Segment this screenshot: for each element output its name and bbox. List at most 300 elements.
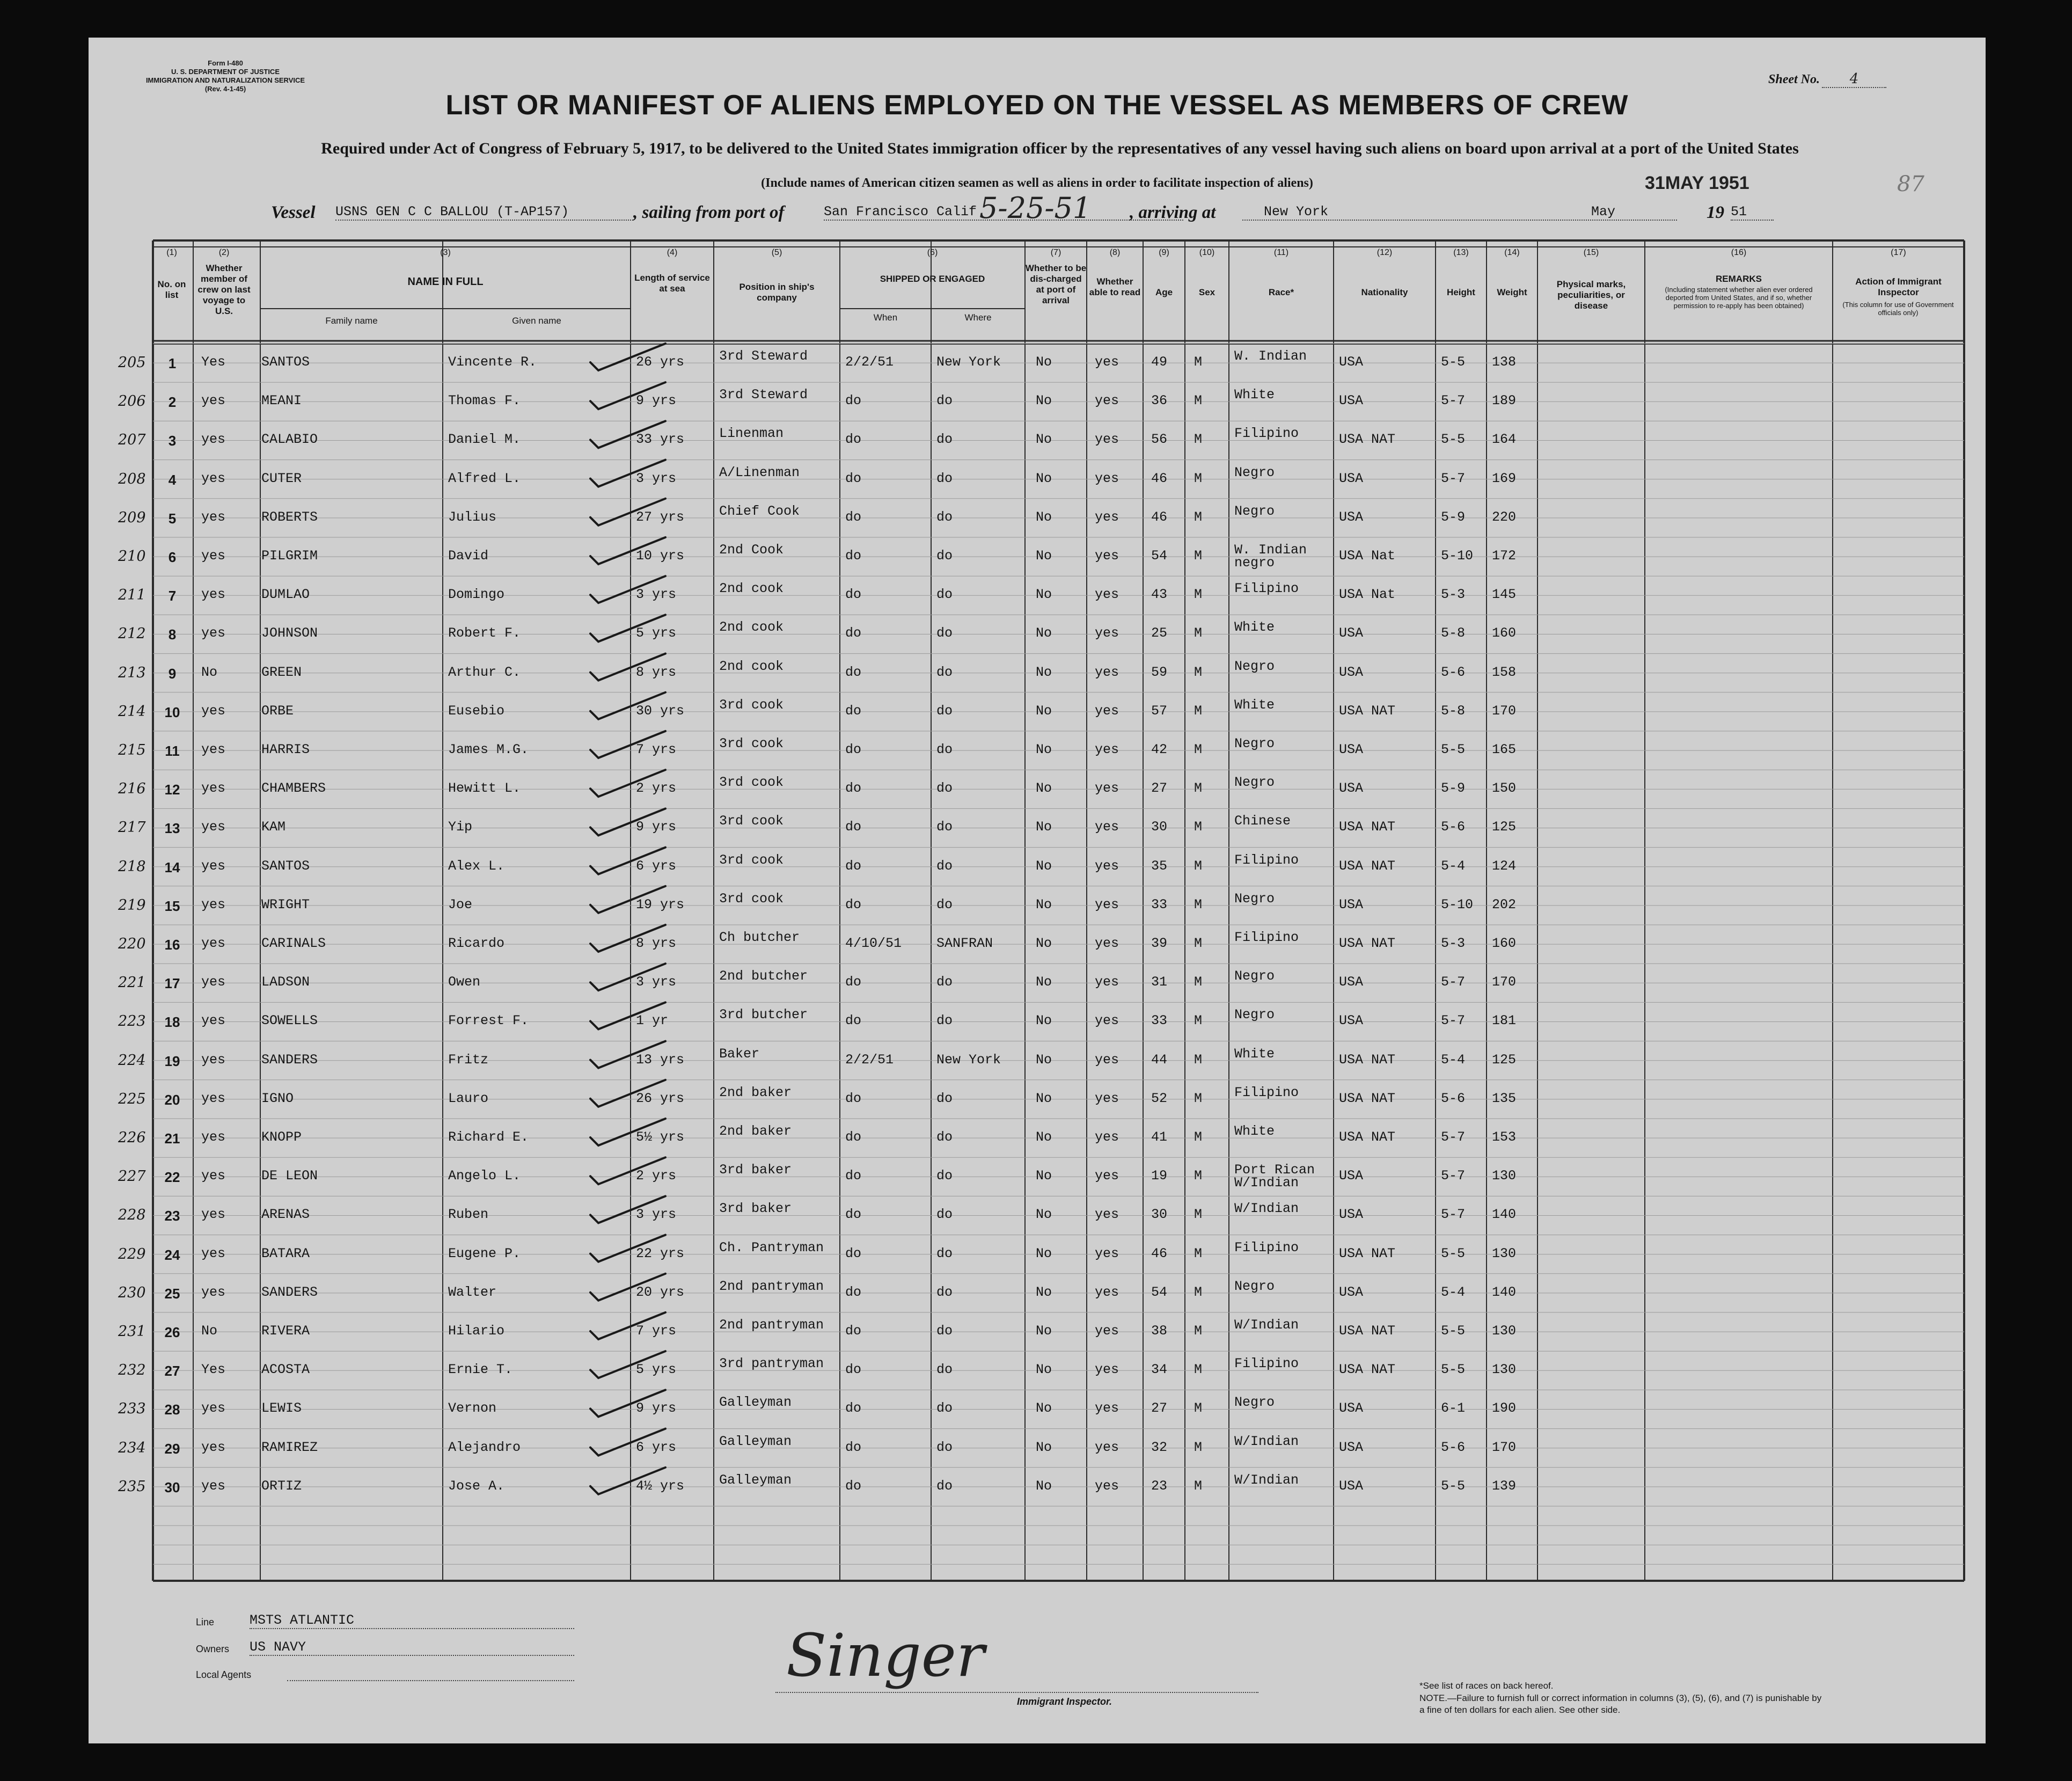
cell-last: yes (201, 742, 226, 757)
cell-weight: 164 (1492, 432, 1517, 448)
cell-height: 5-8 (1441, 625, 1466, 641)
cell-position: 3rd cook (719, 890, 784, 907)
cell-position: Galleyman (719, 1433, 792, 1449)
cell-when: do (845, 1400, 862, 1417)
row-reference-number: 235 (118, 1478, 146, 1495)
cell-family: SANDERS (261, 1052, 318, 1068)
cell-last: yes (201, 819, 226, 835)
cell-age: 19 (1151, 1168, 1168, 1184)
col2-label: Whether member of crew on last voyage to U.S. (197, 263, 251, 316)
cell-when: do (845, 858, 862, 874)
cell-when: do (845, 587, 862, 603)
cell-last: yes (201, 858, 226, 874)
col14-label: Weight (1497, 287, 1527, 297)
cell-when: do (845, 780, 862, 797)
cell-age: 27 (1151, 780, 1168, 797)
cell-read: yes (1095, 1129, 1119, 1145)
cell-dis: No (1036, 780, 1052, 797)
cell-sex: M (1194, 780, 1203, 797)
cell-where: do (936, 858, 953, 874)
cell-race: Filipino (1234, 581, 1299, 597)
cell-height: 5-6 (1441, 1090, 1466, 1106)
row-number: 30 (164, 1479, 180, 1495)
cell-race: W/Indian (1234, 1317, 1299, 1333)
col7-label: Whether to be dis-charged at port of arrival (1025, 263, 1087, 305)
cell-nat: USA NAT (1339, 936, 1396, 951)
inspector-line (775, 1692, 1258, 1693)
vessel-label: Vessel (271, 203, 316, 222)
cell-position: 2nd cook (719, 619, 784, 636)
cell-read: yes (1095, 587, 1119, 603)
cell-height: 5-5 (1441, 1362, 1466, 1378)
owners-label: Owners (196, 1644, 230, 1654)
cell-race: W/Indian (1234, 1472, 1299, 1488)
cell-given: Hilario (448, 1323, 505, 1339)
cell-service: 9 yrs (636, 393, 677, 409)
cell-position: Galleyman (719, 1472, 792, 1488)
cell-read: yes (1095, 703, 1119, 719)
cell-service: 8 yrs (636, 936, 677, 951)
cell-read: yes (1095, 936, 1119, 951)
row-number: 28 (164, 1402, 180, 1418)
cell-when: do (845, 1245, 862, 1261)
cell-sex: M (1194, 1168, 1203, 1184)
cell-where: do (936, 1400, 953, 1417)
col5-num: (5) (771, 248, 782, 257)
cell-nat: USA (1339, 1284, 1364, 1300)
row-number: 8 (168, 626, 177, 643)
cell-when: do (845, 819, 862, 835)
cell-weight: 158 (1492, 664, 1517, 680)
cell-sex: M (1194, 1478, 1203, 1494)
cell-dis: No (1036, 1013, 1052, 1029)
cell-nat: USA (1339, 664, 1364, 680)
cell-dis: No (1036, 1090, 1052, 1106)
cell-nat: USA NAT (1339, 1245, 1396, 1261)
cell-where: do (936, 548, 953, 564)
cell-given: Ruben (448, 1207, 489, 1223)
cell-weight: 170 (1492, 1439, 1517, 1455)
row-number: 6 (168, 549, 177, 565)
row-number: 4 (168, 471, 177, 488)
cell-position: 2nd Cook (719, 542, 784, 558)
cell-dis: No (1036, 1323, 1052, 1339)
col12-num: (12) (1377, 248, 1393, 257)
cell-read: yes (1095, 1400, 1119, 1417)
cell-race: White (1234, 1046, 1275, 1062)
cell-dis: No (1036, 974, 1052, 990)
row-number: 21 (164, 1130, 180, 1147)
cell-race: Filipino (1234, 1084, 1299, 1100)
row-reference-number: 227 (118, 1168, 146, 1185)
cell-weight: 202 (1492, 896, 1517, 913)
cell-weight: 140 (1492, 1207, 1517, 1223)
cell-where: do (936, 1284, 953, 1300)
cell-read: yes (1095, 1090, 1119, 1106)
cell-family: LADSON (261, 974, 310, 990)
cell-sex: M (1194, 936, 1203, 951)
cell-nat: USA (1339, 1400, 1364, 1417)
cell-given: Vincente R. (448, 354, 537, 370)
cell-nat: USA NAT (1339, 1362, 1396, 1378)
cell-last: Yes (201, 354, 226, 370)
col17-label: Action of Immigrant Inspector (1855, 276, 1942, 297)
cell-last: yes (201, 780, 226, 797)
cell-last: yes (201, 936, 226, 951)
cell-age: 46 (1151, 509, 1168, 525)
cell-where: do (936, 703, 953, 719)
row-reference-number: 207 (118, 432, 146, 449)
cell-given: Ricardo (448, 936, 505, 951)
cell-last: yes (201, 625, 226, 641)
cell-weight: 170 (1492, 703, 1517, 719)
cell-given: Richard E. (448, 1129, 529, 1145)
cell-sex: M (1194, 393, 1203, 409)
page-title: LIST OR MANIFEST OF ALIENS EMPLOYED ON THE VESSEL AS MEMBERS OF CREW (445, 90, 1629, 121)
cell-weight: 220 (1492, 509, 1517, 525)
inspector-signature: Singer (786, 1621, 985, 1690)
cell-family: CALABIO (261, 432, 318, 448)
cell-dis: No (1036, 1168, 1052, 1184)
cell-age: 23 (1151, 1478, 1168, 1494)
row-number: 12 (164, 782, 180, 798)
row-reference-number: 206 (118, 393, 146, 410)
cell-height: 5-6 (1441, 819, 1466, 835)
cell-position: 3rd cook (719, 736, 784, 751)
cell-where: do (936, 1245, 953, 1261)
cell-height: 5-7 (1441, 974, 1466, 990)
cell-read: yes (1095, 1439, 1119, 1455)
cell-where: do (936, 974, 953, 990)
form-number: Form I-480 (208, 59, 243, 67)
cell-nat: USA (1339, 1013, 1364, 1029)
cell-last: yes (201, 974, 226, 990)
row-reference-number: 234 (118, 1439, 146, 1456)
cell-where: do (936, 1362, 953, 1378)
cell-read: yes (1095, 780, 1119, 797)
cell-height: 5-5 (1441, 742, 1466, 757)
col14-num: (14) (1504, 248, 1520, 257)
sailing-port: San Francisco Calif (824, 204, 1183, 221)
cell-height: 5-4 (1441, 858, 1466, 874)
col17-num: (17) (1891, 248, 1906, 257)
cell-read: yes (1095, 1052, 1119, 1068)
cell-family: DUMLAO (261, 587, 310, 603)
cell-given: Vernon (448, 1400, 497, 1417)
cell-last: yes (201, 1400, 226, 1417)
cell-position: 3rd cook (719, 852, 784, 868)
cell-race: White (1234, 387, 1275, 403)
vessel-name: USNS GEN C C BALLOU (T-AP157) (335, 204, 633, 221)
cell-dis: No (1036, 548, 1052, 564)
cell-read: yes (1095, 393, 1119, 409)
cell-family: ROBERTS (261, 509, 318, 525)
col1-label: No. on list (157, 279, 186, 300)
cell-race: Filipino (1234, 852, 1299, 868)
cell-read: yes (1095, 819, 1119, 835)
cell-given: Forrest F. (448, 1013, 529, 1029)
cell-family: RAMIREZ (261, 1439, 318, 1455)
cell-dis: No (1036, 625, 1052, 641)
cell-sex: M (1194, 548, 1203, 564)
cell-weight: 130 (1492, 1362, 1517, 1378)
cell-position: 3rd pantryman (719, 1356, 824, 1372)
row-number: 18 (164, 1014, 180, 1031)
cell-weight: 125 (1492, 819, 1517, 835)
cell-service: 20 yrs (636, 1284, 685, 1300)
cell-family: RIVERA (261, 1323, 310, 1339)
row-reference-number: 231 (118, 1323, 146, 1340)
cell-sex: M (1194, 1323, 1203, 1339)
cell-nat: USA (1339, 625, 1364, 641)
col15-num: (15) (1583, 248, 1599, 257)
cell-race: Negro (1234, 658, 1275, 674)
cell-race: Chinese (1234, 813, 1291, 829)
cell-race: W. Indian (1234, 348, 1307, 364)
cell-dis: No (1036, 432, 1052, 448)
col11-num: (11) (1273, 248, 1289, 257)
sheet-label: Sheet No. (1768, 72, 1820, 86)
cell-nat: USA NAT (1339, 703, 1396, 719)
cell-age: 34 (1151, 1362, 1168, 1378)
cell-family: LEWIS (261, 1400, 302, 1417)
cell-age: 30 (1151, 1207, 1168, 1223)
cell-family: SANTOS (261, 354, 310, 370)
cell-nat: USA NAT (1339, 858, 1396, 874)
cell-service: 10 yrs (636, 548, 685, 564)
cell-where: do (936, 393, 953, 409)
cell-when: do (845, 1284, 862, 1300)
cell-weight: 125 (1492, 1052, 1517, 1068)
form-revision: (Rev. 4-1-45) (204, 85, 246, 93)
cell-read: yes (1095, 742, 1119, 757)
cell-age: 27 (1151, 1400, 1168, 1417)
cell-weight: 130 (1492, 1245, 1517, 1261)
cell-when: do (845, 664, 862, 680)
cell-last: yes (201, 432, 226, 448)
cell-sex: M (1194, 470, 1203, 486)
cell-last: yes (201, 1439, 226, 1455)
cell-sex: M (1194, 1400, 1203, 1417)
col10-num: (10) (1199, 248, 1215, 257)
cell-read: yes (1095, 974, 1119, 990)
footer (89, 1605, 1986, 1734)
cell-sex: M (1194, 1052, 1203, 1068)
cell-race: Negro (1234, 1007, 1275, 1023)
cell-given: Robert F. (448, 625, 521, 641)
cell-read: yes (1095, 1362, 1119, 1378)
cell-race: Port Rican W/Indian (1234, 1162, 1315, 1191)
cell-dis: No (1036, 1129, 1052, 1145)
col6-label: SHIPPED OR ENGAGED (880, 274, 985, 284)
col12-label: Nationality (1361, 287, 1408, 297)
cell-given: Joe (448, 896, 473, 913)
cell-height: 5-10 (1441, 548, 1474, 564)
cell-race: White (1234, 1123, 1275, 1139)
cell-dis: No (1036, 703, 1052, 719)
cell-given: Yip (448, 819, 473, 835)
cell-height: 5-7 (1441, 1207, 1466, 1223)
cell-weight: 169 (1492, 470, 1517, 486)
cell-age: 31 (1151, 974, 1168, 990)
row-reference-number: 205 (118, 354, 146, 371)
cell-read: yes (1095, 896, 1119, 913)
row-number: 17 (164, 975, 180, 992)
cell-read: yes (1095, 1207, 1119, 1223)
cell-where: New York (936, 354, 1001, 370)
row-reference-number: 232 (118, 1362, 146, 1379)
cell-nat: USA (1339, 1439, 1364, 1455)
col13-label: Height (1447, 287, 1475, 297)
cell-position: 2nd baker (719, 1084, 792, 1100)
cell-dis: No (1036, 858, 1052, 874)
cell-last: yes (201, 1168, 226, 1184)
cell-sex: M (1194, 1207, 1203, 1223)
cell-age: 42 (1151, 742, 1168, 757)
cell-where: do (936, 1168, 953, 1184)
cell-height: 5-7 (1441, 393, 1466, 409)
row-number: 5 (168, 510, 177, 527)
cell-where: do (936, 432, 953, 448)
row-number: 1 (168, 355, 177, 371)
cell-dis: No (1036, 393, 1052, 409)
arriving-port: New York (1242, 204, 1677, 221)
cell-when: do (845, 1439, 862, 1455)
cell-given: Lauro (448, 1090, 489, 1106)
cell-last: yes (201, 1090, 226, 1106)
col6-when-label: When (873, 312, 898, 323)
cell-sex: M (1194, 858, 1203, 874)
cell-read: yes (1095, 509, 1119, 525)
cell-last: yes (201, 1245, 226, 1261)
cell-family: SANTOS (261, 858, 310, 874)
cell-weight: 145 (1492, 587, 1517, 603)
cell-read: yes (1095, 432, 1119, 448)
sailing-label: , sailing from port of (633, 203, 785, 222)
cell-family: HARRIS (261, 742, 310, 757)
cell-race: Negro (1234, 503, 1275, 519)
cell-race: Filipino (1234, 930, 1299, 945)
cell-age: 39 (1151, 936, 1168, 951)
row-number: 2 (168, 394, 177, 411)
cell-nat: USA (1339, 509, 1364, 525)
cell-family: SOWELLS (261, 1013, 318, 1029)
cell-position: 2nd baker (719, 1123, 792, 1139)
cell-age: 57 (1151, 703, 1168, 719)
cell-nat: USA (1339, 393, 1364, 409)
cell-family: KAM (261, 819, 286, 835)
cell-when: do (845, 974, 862, 990)
col6-num: (6) (927, 248, 938, 257)
cell-given: James M.G. (448, 742, 529, 757)
year-suffix: 51 (1731, 204, 1774, 221)
cell-service: 4½ yrs (636, 1478, 685, 1494)
cell-dis: No (1036, 1207, 1052, 1223)
cell-nat: USA (1339, 780, 1364, 797)
row-reference-number: 213 (118, 664, 146, 681)
cell-family: PILGRIM (261, 548, 318, 564)
cell-family: CARINALS (261, 936, 326, 951)
cell-height: 5-5 (1441, 432, 1466, 448)
cell-when: do (845, 625, 862, 641)
cell-position: A/Linenman (719, 464, 800, 480)
cell-when: do (845, 1323, 862, 1339)
cell-position: Ch. Pantryman (719, 1239, 824, 1256)
cell-race: White (1234, 697, 1275, 713)
cell-position: 3rd butcher (719, 1007, 808, 1023)
cell-sex: M (1194, 974, 1203, 990)
row-reference-number: 230 (118, 1284, 146, 1301)
row-number: 19 (164, 1053, 180, 1069)
cell-age: 46 (1151, 470, 1168, 486)
row-number: 23 (164, 1208, 180, 1224)
cell-when: do (845, 509, 862, 525)
cell-when: do (845, 393, 862, 409)
row-reference-number: 210 (118, 548, 146, 565)
cell-dis: No (1036, 470, 1052, 486)
row-reference-number: 215 (118, 742, 146, 758)
cell-race: Negro (1234, 1278, 1275, 1294)
cell-sex: M (1194, 625, 1203, 641)
cell-nat: USA (1339, 974, 1364, 990)
cell-service: 3 yrs (636, 974, 677, 990)
cell-nat: USA (1339, 1478, 1364, 1494)
cell-dis: No (1036, 664, 1052, 680)
cell-service: 7 yrs (636, 1323, 677, 1339)
cell-age: 54 (1151, 1284, 1168, 1300)
cell-race: Negro (1234, 968, 1275, 984)
col9-label: Age (1155, 287, 1173, 297)
cell-read: yes (1095, 1284, 1119, 1300)
cell-dis: No (1036, 587, 1052, 603)
cell-weight: 153 (1492, 1129, 1517, 1145)
cell-dis: No (1036, 1052, 1052, 1068)
cell-where: do (936, 1129, 953, 1145)
row-reference-number: 209 (118, 509, 146, 526)
cell-sex: M (1194, 1090, 1203, 1106)
cell-last: yes (201, 1284, 226, 1300)
cell-given: David (448, 548, 489, 564)
cell-dis: No (1036, 1439, 1052, 1455)
cell-service: 26 yrs (636, 354, 685, 370)
cell-where: do (936, 896, 953, 913)
cell-where: do (936, 1478, 953, 1494)
form-service: IMMIGRATION AND NATURALIZATION SERVICE (145, 76, 305, 84)
cell-height: 5-5 (1441, 354, 1466, 370)
row-number: 13 (164, 820, 180, 837)
penalty-note: NOTE.—Failure to furnish full or correct information in columns (3), (5), (6), and (7) is punishable by a fine of ten dollars for each alien. See other side. (1419, 1693, 1822, 1715)
cell-dis: No (1036, 896, 1052, 913)
row-number: 25 (164, 1285, 180, 1302)
row-reference-number: 211 (118, 587, 146, 604)
row-reference-number: 228 (118, 1207, 146, 1224)
page-number: 87 (1897, 172, 1924, 196)
cell-when: 2/2/51 (845, 354, 894, 370)
cell-service: 5½ yrs (636, 1129, 685, 1145)
agents-line (287, 1680, 574, 1681)
col16-label: REMARKS (1716, 274, 1762, 284)
cell-age: 46 (1151, 1245, 1168, 1261)
cell-service: 27 yrs (636, 509, 685, 525)
cell-service: 3 yrs (636, 470, 677, 486)
cell-sex: M (1194, 1284, 1203, 1300)
cell-race: W/Indian (1234, 1433, 1299, 1449)
col8-num: (8) (1109, 248, 1121, 257)
cell-height: 5-7 (1441, 1168, 1466, 1184)
cell-family: CUTER (261, 470, 302, 486)
cell-dis: No (1036, 354, 1052, 370)
cell-weight: 138 (1492, 354, 1517, 370)
